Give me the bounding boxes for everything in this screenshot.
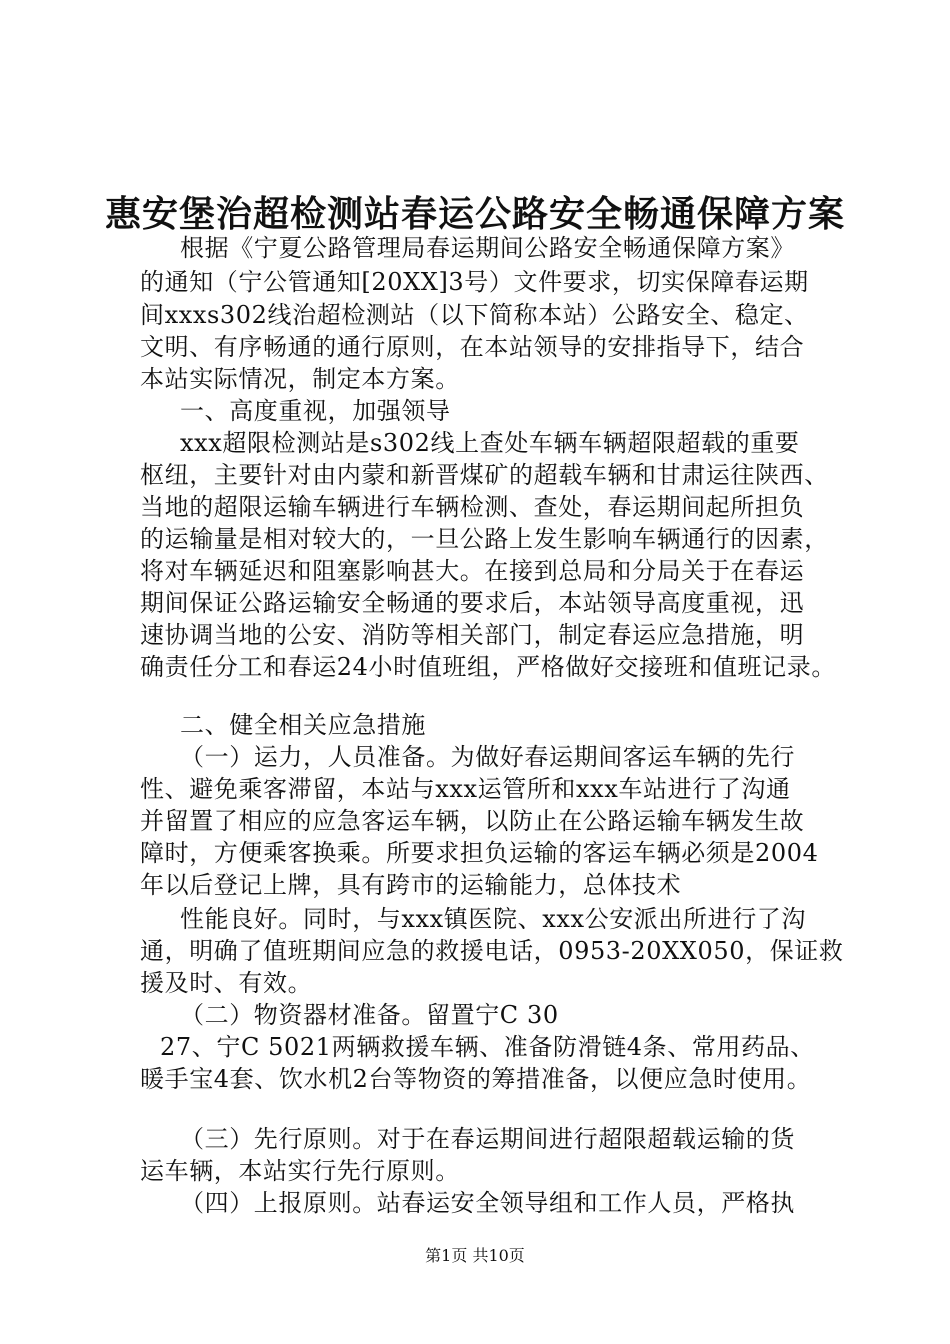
paragraph-line: （二）物资器材准备。留置宁C 30 xyxy=(180,1001,559,1029)
paragraph-line: 的通知（宁公管通知[20XX]3号）文件要求，切实保障春运期 xyxy=(140,268,809,296)
paragraph-line: 速协调当地的公安、消防等相关部门，制定春运应急措施，明 xyxy=(140,621,805,649)
paragraph-line: 期间保证公路运输安全畅通的要求后，本站领导高度重视，迅 xyxy=(140,589,805,617)
paragraph-line: 并留置了相应的应急客运车辆，以防止在公路运输车辆发生故 xyxy=(140,807,805,835)
paragraph-line: 确责任分工和春运24小时值班组，严格做好交接班和值班记录。 xyxy=(140,653,836,681)
paragraph-line: xxx超限检测站是s302线上查处车辆车辆超限超载的重要 xyxy=(180,429,800,457)
paragraph-line: 间xxxs302线治超检测站（以下简称本站）公路安全、稳定、 xyxy=(140,301,809,329)
paragraph-line: 将对车辆延迟和阻塞影响甚大。在接到总局和分局关于在春运 xyxy=(140,557,805,585)
paragraph-line: 性能良好。同时，与xxx镇医院、xxx公安派出所进行了沟 xyxy=(180,905,807,933)
paragraph-line: 的运输量是相对较大的，一旦公路上发生影响车辆通行的因素， xyxy=(140,525,829,553)
paragraph-line: 年以后登记上牌，具有跨市的运输能力，总体技术 xyxy=(140,871,682,899)
section-heading: 二、健全相关应急措施 xyxy=(180,711,426,739)
paragraph-line: 文明、有序畅通的通行原则，在本站领导的安排指导下，结合 xyxy=(140,333,805,361)
paragraph-line: 本站实际情况，制定本方案。 xyxy=(140,365,460,393)
paragraph-line: 暖手宝4套、饮水机2台等物资的筹措准备，以便应急时使用。 xyxy=(140,1065,812,1093)
paragraph-line: 通，明确了值班期间应急的救援电话，0953-20XX050，保证救 xyxy=(140,937,844,965)
paragraph-line: 根据《宁夏公路管理局春运期间公路安全畅通保障方案》 xyxy=(180,234,795,262)
paragraph-line: 性、避免乘客滞留，本站与xxx运管所和xxx车站进行了沟通 xyxy=(140,775,791,803)
paragraph-line: 当地的超限运输车辆进行车辆检测、查处，春运期间起所担负 xyxy=(140,493,805,521)
paragraph-line: 援及时、有效。 xyxy=(140,969,313,997)
paragraph-line: （三）先行原则。对于在春运期间进行超限超载运输的货 xyxy=(180,1125,795,1153)
page-number: 第1页 共10页 xyxy=(425,1246,525,1265)
paragraph-line: 枢纽，主要针对由内蒙和新晋煤矿的超载车辆和甘肃运往陕西、 xyxy=(140,461,829,489)
paragraph-line: 障时，方便乘客换乘。所要求担负运输的客运车辆必须是2004 xyxy=(140,839,819,867)
paragraph-line: 运车辆，本站实行先行原则。 xyxy=(140,1157,460,1185)
paragraph-line: 27、宁C 5021两辆救援车辆、准备防滑链4条、常用药品、 xyxy=(160,1033,815,1061)
document-title: 惠安堡治超检测站春运公路安全畅通保障方案 xyxy=(104,193,845,235)
paragraph-line: （四）上报原则。站春运安全领导组和工作人员，严格执 xyxy=(180,1189,795,1217)
section-heading: 一、高度重视，加强领导 xyxy=(180,397,451,425)
paragraph-line: （一）运力，人员准备。为做好春运期间客运车辆的先行 xyxy=(180,743,795,771)
